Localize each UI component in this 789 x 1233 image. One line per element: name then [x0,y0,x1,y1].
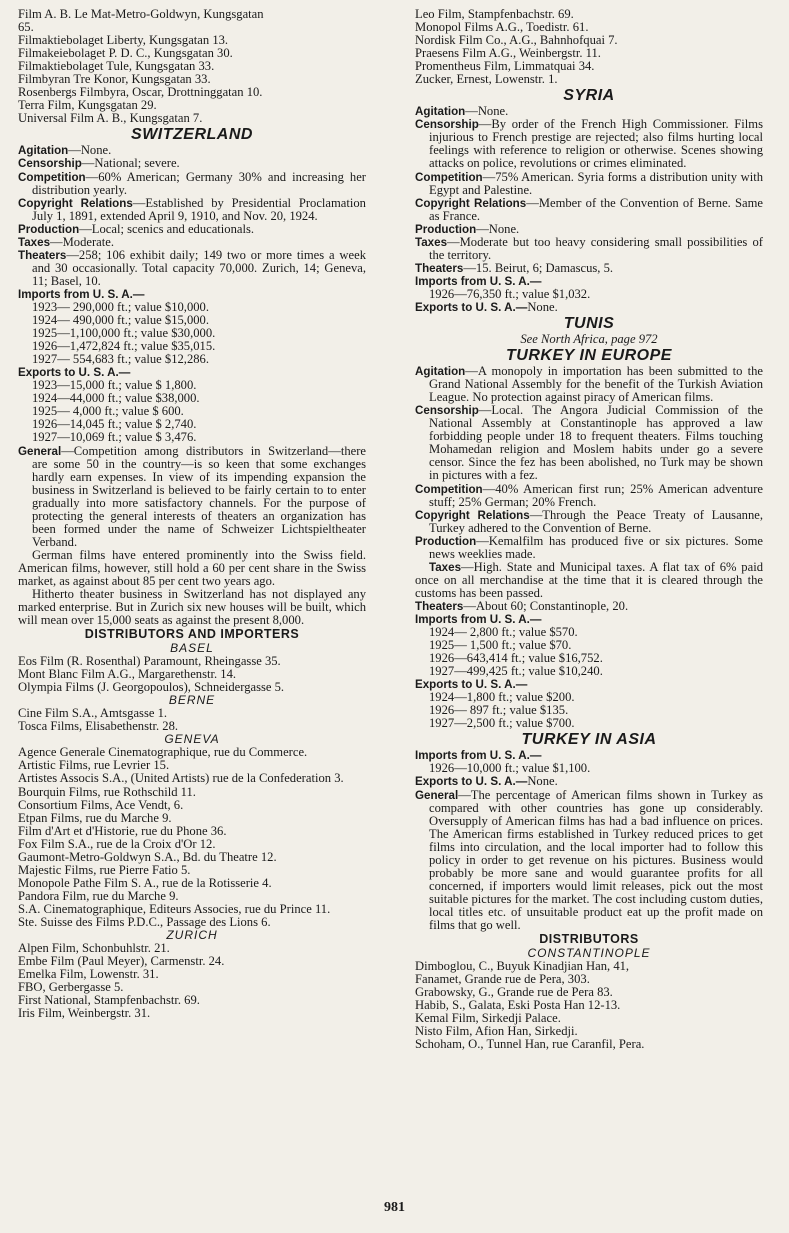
list-item: Tosca Films, Elisabethenstr. 28. [18,719,179,734]
switzerland-agitation: Agitation—None. [18,143,112,158]
turkey-europe-taxes: Taxes—High. State and Municipal taxes. A flat tax of 6% paid once on all merchandise at the time that it is cleared through the customs has been passed. [415,559,763,600]
exports-row: 1926—14,045 ft.; value $ 2,740. [32,417,197,432]
exports-row: 1927—2,500 ft.; value $700. [429,716,575,731]
list-item: S.A. Cinematographique, Editeurs Associes, rue du Prince 11. [18,901,331,916]
turkey-asia-imports-table [415,762,763,775]
city-heading-basel: BASEL [170,641,214,656]
imports-row: 1927—499,425 ft.; value $10,240. [429,664,603,679]
list-item: Alpen Film, Schonbuhlstr. 21. [18,941,170,956]
turkey-europe-theaters: Theaters—About 60; Constantinople, 20. [415,598,629,613]
syria-imports-table [415,288,763,301]
exports-row: 1924—44,000 ft.; value $38,000. [32,391,200,406]
list-item: Bourquin Films, rue Rothschild 11. [18,784,196,799]
turkey-europe-imports-table [415,626,763,678]
imports-row: 1926—1,472,824 ft.; value $35,015. [32,339,216,354]
zurich-distributor-list [18,942,366,1020]
list-item: Nordisk Film Co., A.G., Bahnhofquai 7. [415,33,618,48]
turkey-europe-copyright: Copyright Relations—Through the Peace Treaty of Lausanne, Turkey adhered to the Convention of Berne. [415,507,763,535]
list-item: Film d'Art et d'Historie, rue du Phone 36. [18,823,227,838]
list-item: Filmakeiebolaget P. D. C., Kungsgatan 30. [18,46,233,61]
imports-row: 1926—643,414 ft.; value $16,752. [429,651,603,666]
list-item: Embe Film (Paul Meyer), Carmenstr. 24. [18,954,225,969]
list-item: FBO, Gerbergasse 5. [18,980,124,995]
imports-row: 1925— 1,500 ft.; value $70. [429,638,572,653]
list-item: Grabowsky, G., Grande rue de Pera 83. [415,985,613,1000]
list-item: Zucker, Ernest, Lowenstr. 1. [415,72,558,87]
basel-distributor-list [18,655,366,694]
list-item: Filmaktiebolaget Liberty, Kungsgatan 13. [18,33,229,48]
list-item: Eos Film (R. Rosenthal) Paramount, Rheingasse 35. [18,654,281,669]
imports-row: 1923— 290,000 ft.; value $10,000. [32,299,209,314]
switzerland-imports-heading: Imports from U. S. A.— [18,287,145,301]
city-heading-constantinople: CONSTANTINOPLE [527,946,651,961]
sweden-distributor-list [18,8,366,125]
switzerland-general-p3: Hitherto theater business in Switzerland has not displayed any marked enterprise. But in Zurich six new houses will be built, which will mean over 15,000 seats as against the present 8,000. [18,587,366,628]
list-item: Etpan Films, rue du Marche 9. [18,810,172,825]
turkey-europe-exports-heading: Exports to U. S. A.— [415,678,528,692]
city-heading-berne: BERNE [168,693,216,708]
list-item: 65. [18,20,34,35]
switzerland-production: Production—Local; scenics and educationals. [18,221,255,236]
list-item: Terra Film, Kungsgatan 29. [18,98,157,113]
country-heading-switzerland: SWITZERLAND [131,126,253,144]
switzerland-imports-table [18,301,366,366]
exports-row: 1923—15,000 ft.; value $ 1,800. [32,378,197,393]
switzerland-censorship: Censorship—National; severe. [18,156,180,171]
switzerland-exports-heading: Exports to U. S. A.— [18,366,131,380]
list-item: Artistic Films, rue Levrier 15. [18,758,170,773]
country-heading-turkey-asia: TURKEY IN ASIA [521,731,657,749]
switzerland-general: General—Competition among distributors in Switzerland—there are some 50 in the country—is so keen that some exchanges hardly earn expenses. In view of its impending expansion the business in Switzerland is believed to be fairly certain to to enter gradually into more satisfactory channels. For the purpose of protecting the general interests of theaters an organization has been formed under the name of Schweizer Lichtspieltheater Verband. [18,443,366,549]
turkey-europe-imports-heading: Imports from U. S. A.— [415,612,542,626]
country-heading-turkey-europe: TURKEY IN EUROPE [506,347,672,365]
tunis-cross-reference: See North Africa, page 972 [520,332,658,347]
distributors-heading: DISTRIBUTORS AND IMPORTERS [84,627,300,642]
list-item: Agence Generale Cinematographique, rue du Commerce. [18,745,308,760]
imports-row: 1926—10,000 ft.; value $1,100. [429,761,591,776]
turkey-europe-agitation: Agitation—A monopoly in importation has been submitted to the Grand National Assembly for the benefit of the Turkish Aviation League. No protection against piracy of American films. [415,364,763,405]
zurich-distributor-list-continued [415,8,763,86]
city-heading-geneva: GENEVA [164,732,220,747]
switzerland-theaters: Theaters—258; 106 exhibit daily; 149 two or more times a week and 30 occasionally. Total capacity 70,000. Zurich, 14; Geneva, 11; Basel, 10. [18,247,366,288]
turkey-asia-imports-heading: Imports from U. S. A.— [415,749,542,763]
list-item: Rosenbergs Filmbyra, Oscar, Drottninggatan 10. [18,85,263,100]
list-item: Olympia Films (J. Georgopoulos), Schneidergasse 5. [18,680,285,695]
list-item: Fanamet, Grande rue de Pera, 303. [415,972,590,987]
imports-row: 1924— 490,000 ft.; value $15,000. [32,313,209,328]
list-item: Gaumont-Metro-Goldwyn S.A., Bd. du Theatre 12. [18,849,277,864]
turkey-europe-production: Production—Kemalfilm has produced five or six pictures. Some news weeklies made. [415,533,763,561]
list-item: First National, Stampfenbachstr. 69. [18,993,200,1008]
list-item: Cine Film S.A., Amtsgasse 1. [18,706,168,721]
list-item: Film A. B. Le Mat-Metro-Goldwyn, Kungsgatan [18,7,264,21]
syria-censorship: Censorship—By order of the French High Commissioner. Films injurious to French prestige are rejected; also films hurting local feelings with reference to religion or otherwise. Scenes showing attacks on police, revolutions or crimes eliminated. [415,117,763,171]
exports-row: 1926— 897 ft.; value $135. [429,703,569,718]
list-item: Universal Film A. B., Kungsgatan 7. [18,111,203,126]
left-column [18,8,366,1020]
imports-row: 1926—76,350 ft.; value $1,032. [429,286,591,301]
switzerland-copyright: Copyright Relations—Established by Presidential Proclamation July 1, 1891, extended April 9, 1910, and Nov. 20, 1924. [18,195,366,223]
list-item: Consortium Films, Ace Vendt, 6. [18,797,184,812]
syria-theaters: Theaters—15. Beirut, 6; Damascus, 5. [415,260,614,275]
syria-taxes: Taxes—Moderate but too heavy considering small possibilities of the territory. [415,234,763,262]
list-item: Emelka Film, Lowenstr. 31. [18,967,159,982]
list-item: Leo Film, Stampfenbachstr. 69. [415,7,574,21]
list-item: Mont Blanc Film A.G., Margarethenstr. 14. [18,667,237,682]
list-item: Iris Film, Weinbergstr. 31. [18,1006,151,1021]
syria-copyright: Copyright Relations—Member of the Convention of Berne. Same as France. [415,195,763,223]
list-item: Nisto Film, Afion Han, Sirkedji. [415,1024,578,1039]
list-item: Monopol Films A.G., Toedistr. 61. [415,20,589,35]
constantinople-distributor-list [415,960,763,1051]
imports-row: 1925—1,100,000 ft.; value $30,000. [32,326,216,341]
list-item: Majestic Films, rue Pierre Fatio 5. [18,862,191,877]
switzerland-taxes: Taxes—Moderate. [18,234,115,249]
switzerland-exports-table [18,379,366,444]
turkey-asia-exports: Exports to U. S. A.—None. [415,775,558,789]
switzerland-competition: Competition—60% American; Germany 30% and increasing her distribution yearly. [18,169,366,197]
turkey-europe-exports-table [415,691,763,730]
right-column [415,8,763,1051]
list-item: Promentheus Film, Limmatquai 34. [415,59,595,74]
imports-row: 1924— 2,800 ft.; value $570. [429,625,578,640]
list-item: Filmaktiebolaget Tule, Kungsgatan 33. [18,59,215,74]
switzerland-general-p2: German films have entered prominently into the Swiss field. American films, however, still hold a 60 per cent share in the Swiss market, as against about 85 per cent two years ago. [18,547,366,588]
list-item: Praesens Film A.G., Weinbergstr. 11. [415,46,601,61]
page-number: 981 [384,1200,405,1215]
syria-production: Production—None. [415,221,520,236]
turkey-europe-censorship: Censorship—Local. The Angora Judicial Commission of the National Assembly at Constantinople has approved a law forbidding people under 18 to frequent theaters. Films touching Mohamedan religion and Moslem habits under go a severe censor. Since the fez has been abolished, no Turk may be shown in pictures with a fez. [415,403,763,483]
syria-agitation: Agitation—None. [415,104,509,119]
list-item: Ste. Suisse des Films P.D.C., Passage des Lions 6. [18,915,271,929]
syria-competition: Competition—75% American. Syria forms a distribution unity with Egypt and Palestine. [415,169,763,197]
city-heading-zurich: ZURICH [166,928,218,943]
list-item: Habib, S., Galata, Eski Posta Han 12-13. [415,998,621,1013]
turkey-europe-competition: Competition—40% American first run; 25% American adventure stuff; 25% German; 20% French. [415,481,763,509]
turkey-asia-general: General—The percentage of American films shown in Turkey as compared with other countries has gone up considerably. Oversupply of American films has had a bad influence on prices. The American firms established in Turkey reduced prices to get films into circulation, and the local importer had to follow this policy in order to get revenue on his pictures. Business would probably be more sane and would guarantee profits for all concerned, if importers would limit releases, pick out the most suitable pictures for the market. The cost including custom duties, local titles etc. of unsuitable product eat up the profit made on films that go well. [415,787,763,932]
list-item: Pandora Film, rue du Marche 9. [18,888,179,903]
list-item: Artistes Associs S.A., (United Artists) rue de la Confederation 3. [18,771,344,786]
syria-imports-heading: Imports from U. S. A.— [415,274,542,288]
turkey-distributors-heading: DISTRIBUTORS [539,932,639,947]
country-heading-syria: SYRIA [563,87,615,105]
imports-row: 1927— 554,683 ft.; value $12,286. [32,352,209,367]
country-heading-tunis: TUNIS [563,315,615,333]
list-item: Filmbyran Tre Konor, Kungsgatan 33. [18,72,211,87]
list-item: Monopole Pathe Film S. A., rue de la Rotisserie 4. [18,875,272,890]
syria-exports: Exports to U. S. A.—None. [415,300,558,314]
list-item: Dimboglou, C., Buyuk Kinadjian Han, 41, [415,959,630,974]
berne-distributor-list [18,707,366,733]
geneva-distributor-list [18,746,366,929]
exports-row: 1927—10,069 ft.; value $ 3,476. [32,430,197,445]
list-item: Fox Film S.A., rue de la Croix d'Or 12. [18,836,216,851]
exports-row: 1924—1,800 ft.; value $200. [429,690,575,705]
exports-row: 1925— 4,000 ft.; value $ 600. [32,404,184,419]
list-item: Schoham, O., Tunnel Han, rue Caranfil, Pera. [415,1037,645,1052]
list-item: Kemal Film, Sirkedji Palace. [415,1011,561,1026]
